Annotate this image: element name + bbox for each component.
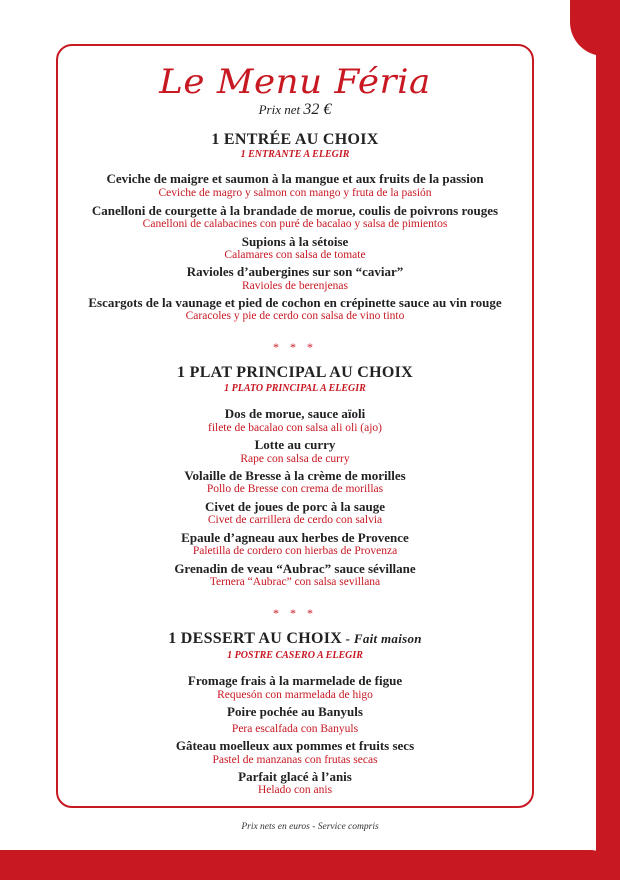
dish-name: Fromage frais à la marmelade de figue [187,673,403,688]
menu-frame [56,44,534,808]
dish-translation: Canelloni de calabacines con puré de bacalao y salsa de pimientos [142,218,448,230]
dish-translation: Caracoles y pie de cerdo con salsa de vino tinto [185,310,405,322]
separator-stars: * * * [273,340,317,354]
footer-note: Prix nets en euros - Service compris [241,822,379,832]
dish-name: Supions à la sétoise [241,234,349,249]
dish-translation: Pera escalfada con Banyuls [231,723,359,735]
dish-name: Parfait glacé à l’anis [238,769,352,784]
dish-name: Gâteau moelleux aux pommes et fruits secs [175,738,415,753]
section-title-entrees: 1 ENTRÉE AU CHOIX [211,131,379,148]
dish-translation: Rape con salsa de curry [240,453,350,465]
section-subtitle-entrees: 1 ENTRANTE A ELEGIR [240,149,350,160]
dish-name: Dos de morue, sauce aïoli [224,406,366,421]
section-title-desserts: 1 DESSERT AU CHOIX - Fait maison [168,630,422,647]
dish-translation: Civet de carrillera de cerdo con salvia [207,514,383,526]
dish-translation: Ternera “Aubrac” con salsa sevillana [209,576,381,588]
separator-stars: * * * [273,606,317,620]
dish-name: Poire pochée au Banyuls [227,704,363,719]
section-subtitle-desserts: 1 POSTRE CASERO A ELEGIR [227,650,363,661]
dish-name: Ceviche de maigre et saumon à la mangue et aux fruits de la passion [106,171,484,186]
dish-name: Volaille de Bresse à la crème de morilles [184,468,406,483]
dish-name: Ravioles d’aubergines sur son “caviar” [186,264,404,279]
decorative-corner [570,0,620,56]
price-label: Prix net [258,102,301,117]
price-amount: 32 € [303,101,332,118]
dish-name: Epaule d’agneau aux herbes de Provence [181,530,409,545]
dish-name: Canelloni de courgette à la brandade de morue, coulis de poivrons rouges [91,203,499,218]
dish-translation: Ceviche de magro y salmon con mango y fruta de la pasión [158,187,432,199]
dish-translation: Paletilla de cordero con hierbas de Provenza [192,545,398,557]
dish-translation: Pollo de Bresse con crema de morillas [206,483,384,495]
dish-translation: Requesón con marmelada de higo [217,689,373,701]
menu-price [58,101,532,119]
menu-title: Le Menu Féria [159,62,431,102]
section-title-plats: 1 PLAT PRINCIPAL AU CHOIX [177,364,413,381]
dish-translation: Calamares con salsa de tomate [224,249,366,261]
dish-translation: Ravioles de berenjenas [241,280,348,292]
section-title-suffix: - Fait maison [342,631,422,646]
dish-name: Grenadin de veau “Aubrac” sauce sévillane [174,561,416,576]
decorative-side-band [596,0,620,880]
dish-translation: filete de bacalao con salsa ali oli (ajo) [207,422,383,434]
section-subtitle-plats: 1 PLATO PRINCIPAL A ELEGIR [224,383,366,394]
decorative-bottom-band [0,850,620,880]
dish-translation: Pastel de manzanas con frutas secas [212,754,378,766]
dish-translation: Helado con anis [257,784,333,796]
dish-name: Lotte au curry [254,437,336,452]
dish-name: Escargots de la vaunage et pied de cochon en crépinette sauce au vin rouge [88,295,502,310]
dish-name: Civet de joues de porc à la sauge [205,499,385,514]
